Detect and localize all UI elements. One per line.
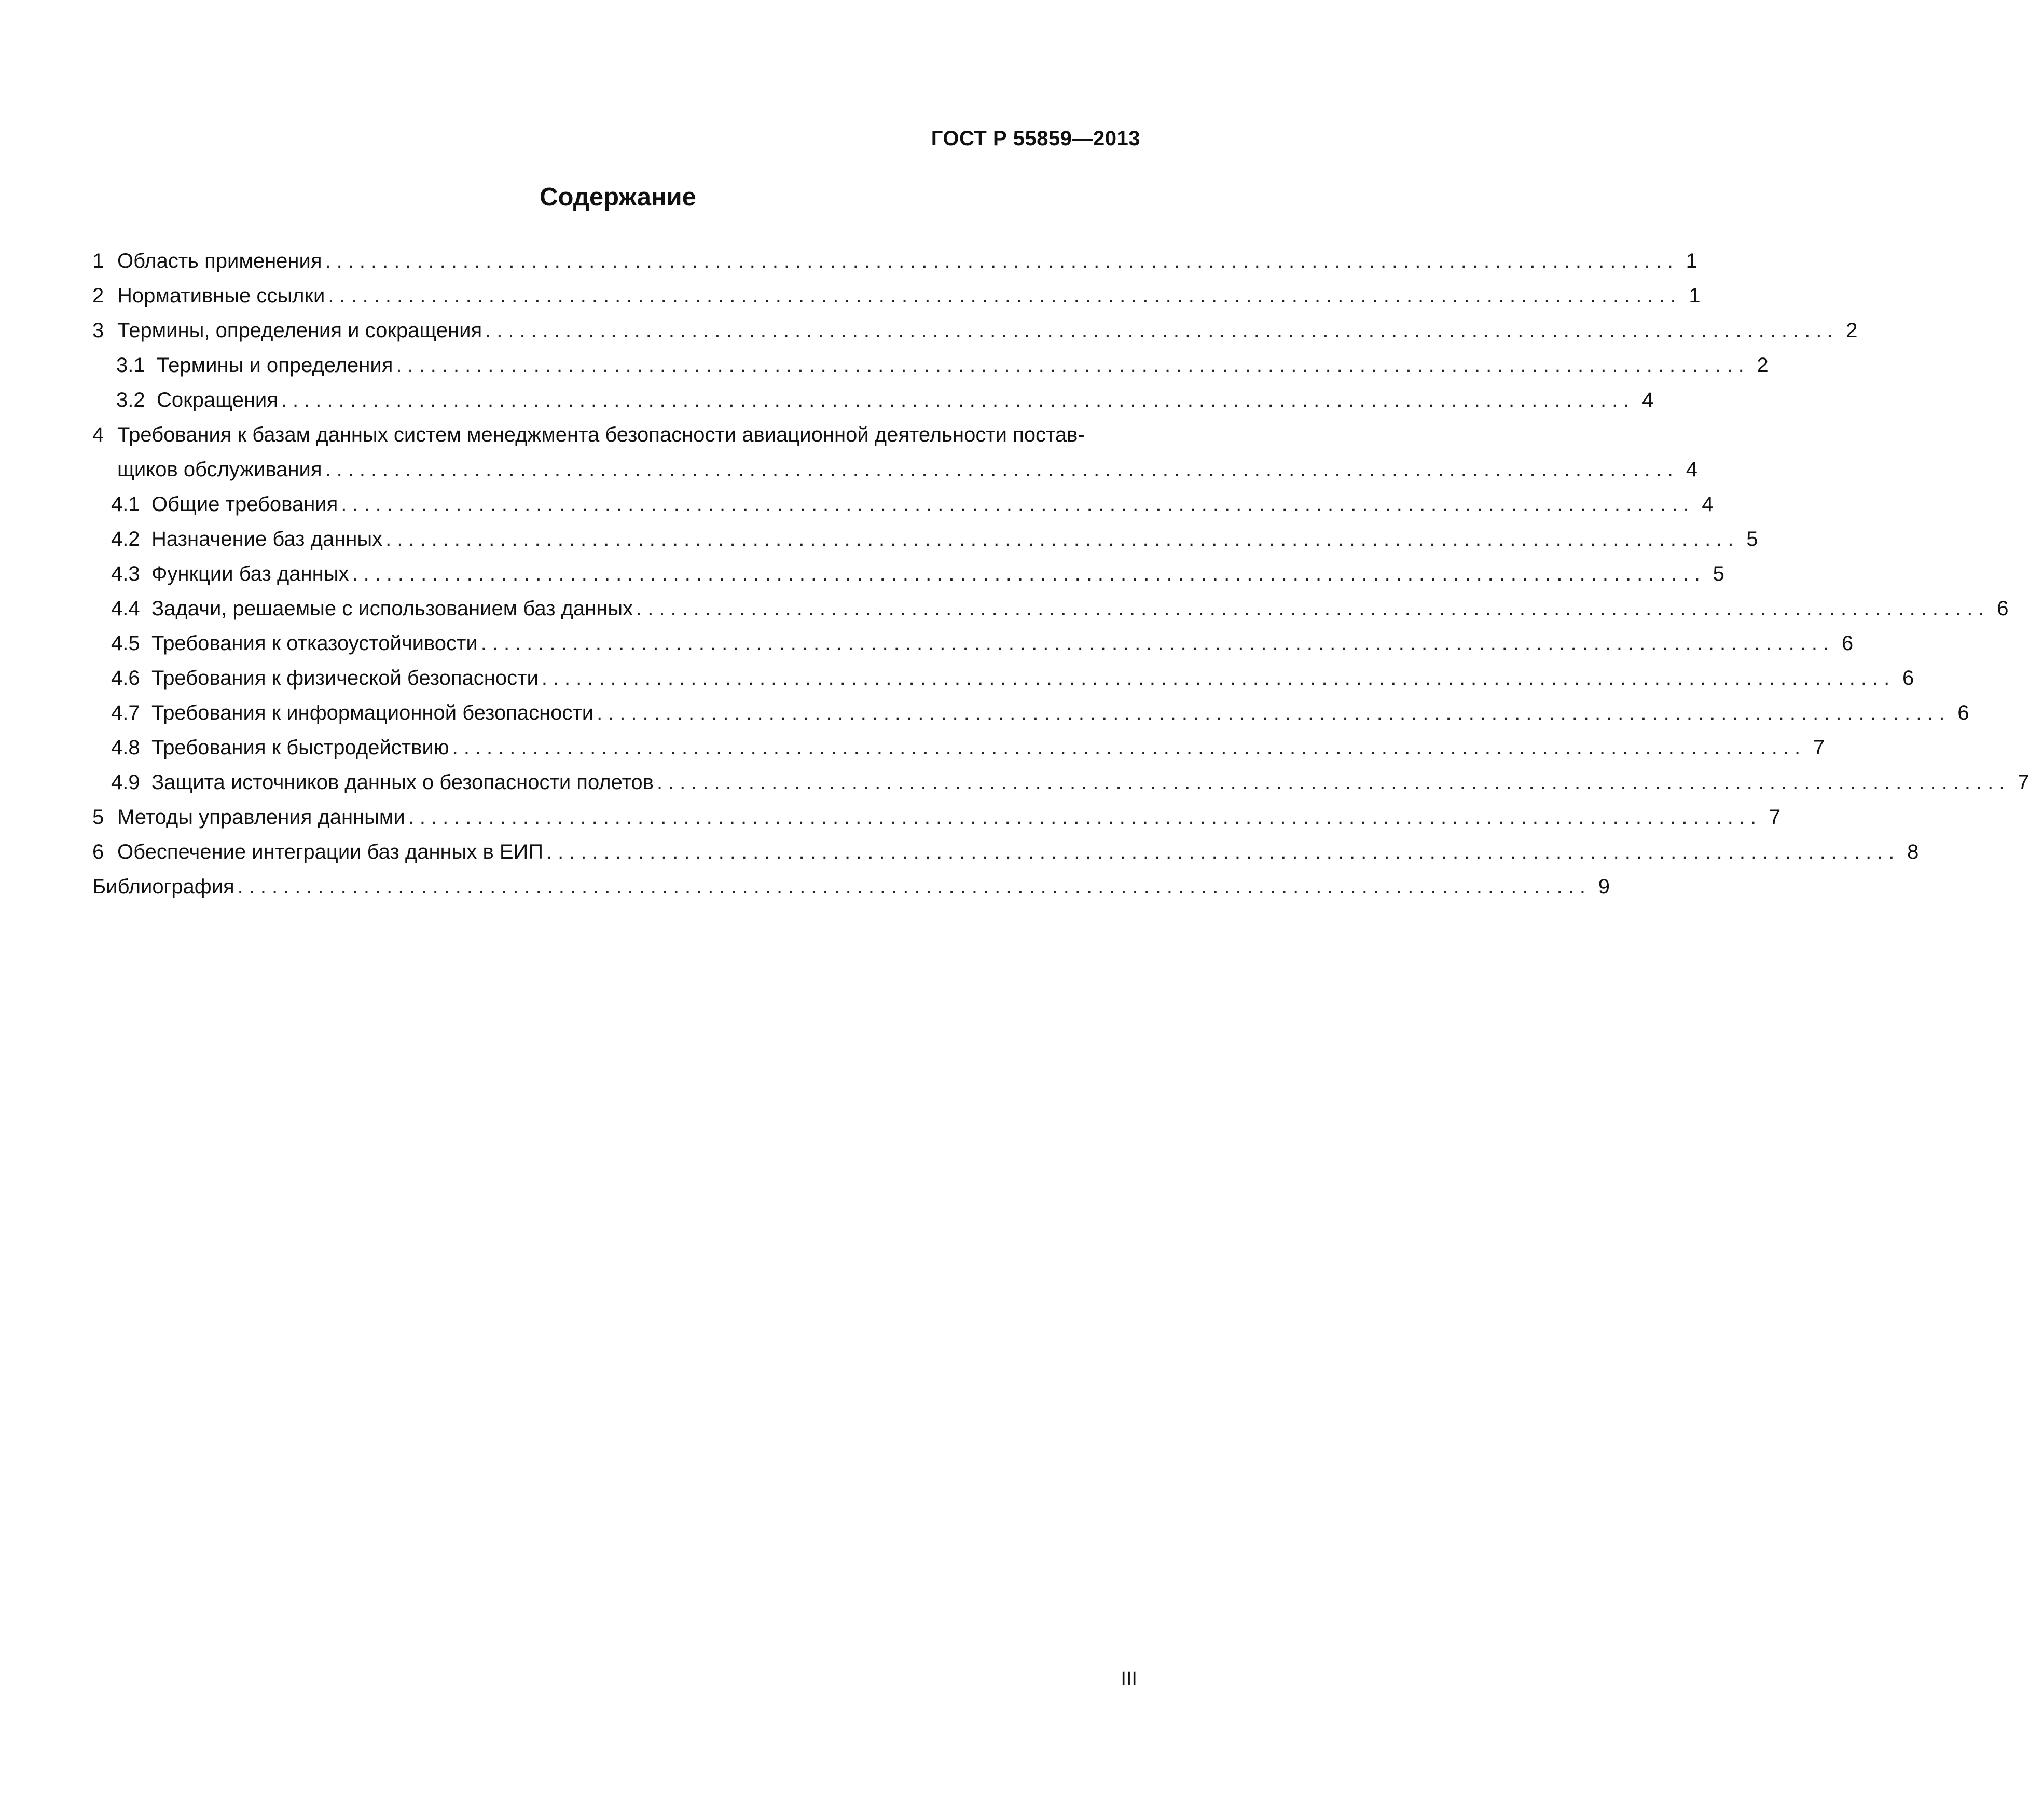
toc-entry-page: 9	[1598, 875, 1610, 898]
toc-entry-title: Требования к информационной безопасности	[151, 701, 594, 724]
toc-subentry[interactable]	[92, 765, 2029, 800]
toc-entry[interactable]	[92, 418, 1697, 487]
toc-entry-number: 5	[92, 806, 104, 829]
toc-entry-title: Общие требования	[151, 493, 338, 516]
toc-entry-page: 1	[1689, 284, 1701, 307]
toc-entry-number: 4.3	[111, 562, 140, 585]
toc-title: Содержание	[540, 183, 696, 211]
toc-entry-number: 4.9	[111, 771, 140, 794]
toc-subentry[interactable]	[92, 383, 1654, 418]
leader-dots: ......................................................................................................................	[546, 840, 1900, 863]
toc-entry-page: 6	[1997, 597, 2009, 620]
toc-entry-page: 2	[1846, 319, 1858, 342]
toc-entry[interactable]	[92, 800, 1781, 835]
leader-dots: ......................................................................................................................	[385, 528, 1740, 550]
toc-entry-number: 4.5	[111, 632, 140, 655]
toc-entry-page: 1	[1686, 250, 1697, 272]
toc-entry-number: 4.4	[111, 597, 140, 620]
leader-dots: ......................................................................................................................	[636, 597, 1990, 620]
leader-dots: ......................................................................................................................	[597, 701, 1951, 724]
toc-entry-page: 7	[2018, 771, 2029, 794]
toc-entry-page: 6	[1841, 632, 1854, 655]
leader-dots: ......................................................................................................................	[325, 458, 1679, 481]
leader-dots: ......................................................................................................................	[656, 771, 2011, 794]
toc-subentry[interactable]	[92, 626, 1854, 661]
toc-entry-page: 6	[1957, 701, 1969, 724]
toc-subentry[interactable]	[92, 730, 1825, 765]
toc-entry-title: Сокращения	[157, 389, 278, 411]
leader-dots: ......................................................................................................................	[452, 736, 1806, 759]
leader-dots: ......................................................................................................................	[480, 632, 1835, 655]
toc-entry-title: Область применения	[117, 250, 322, 272]
toc-entry-number: 4.8	[111, 736, 140, 759]
toc-entry-title: Обеспечение интеграции баз данных в ЕИП	[117, 840, 544, 863]
document-code: ГОСТ Р 55859—2013	[931, 127, 1140, 150]
toc-entry-title: Требования к отказоустойчивости	[151, 632, 478, 655]
leader-dots: ......................................................................................................................	[237, 875, 1592, 898]
toc-entry-bibliography[interactable]	[92, 870, 1610, 904]
toc-entry-page: 4	[1642, 389, 1654, 411]
toc-entry-title: Функции баз данных	[151, 562, 349, 585]
toc-entry-number: 4.1	[111, 493, 140, 516]
leader-dots: ......................................................................................................................	[485, 319, 1839, 342]
toc-entry-title: Методы управления данными	[117, 806, 405, 829]
toc-entry-number: 4	[92, 423, 104, 446]
toc-subentry[interactable]	[92, 696, 1969, 730]
leader-dots: ......................................................................................................................	[408, 806, 1762, 829]
toc-subentry[interactable]	[92, 591, 2009, 626]
leader-dots: ......................................................................................................................	[352, 562, 1706, 585]
leader-dots: ......................................................................................................................	[341, 493, 1695, 516]
toc-entry[interactable]	[92, 244, 1697, 279]
leader-dots: ......................................................................................................................	[328, 284, 1682, 307]
toc-entry-page: 6	[1902, 667, 1914, 690]
page-number: III	[1121, 1668, 1137, 1690]
toc-entry[interactable]	[92, 313, 1858, 348]
toc-entry-title: Библиография	[92, 875, 234, 898]
toc-entry-page: 5	[1746, 528, 1758, 550]
toc-subentry[interactable]	[92, 522, 1758, 557]
toc-entry-number: 1	[92, 250, 104, 272]
toc-subentry[interactable]	[92, 487, 1714, 522]
table-of-contents	[92, 244, 2029, 904]
leader-dots: ......................................................................................................................	[541, 667, 1896, 690]
toc-subentry[interactable]	[92, 661, 1914, 696]
toc-entry-number: 4.2	[111, 528, 140, 550]
toc-entry-page: 7	[1813, 736, 1825, 759]
toc-entry-title: Защита источников данных о безопасности полетов	[151, 771, 654, 794]
toc-entry-title: Термины, определения и сокращения	[117, 319, 482, 342]
toc-entry[interactable]	[92, 279, 1701, 313]
toc-entry-page: 2	[1757, 354, 1769, 377]
toc-entry-page: 7	[1769, 806, 1781, 829]
toc-entry-title: Назначение баз данных	[151, 528, 383, 550]
toc-entry-page: 5	[1713, 562, 1724, 585]
toc-entry-title-line1: Требования к базам данных систем менеджмента безопасности авиационной деятельности постав-	[117, 423, 1085, 446]
toc-entry-title: Требования к физической безопасности	[151, 667, 539, 690]
toc-entry-number: 6	[92, 840, 104, 863]
toc-entry-number: 4.6	[111, 667, 140, 690]
toc-entry[interactable]	[92, 835, 1919, 870]
toc-subentry[interactable]	[92, 557, 1724, 591]
toc-entry-title: Требования к быстродействию	[151, 736, 449, 759]
toc-subentry[interactable]	[92, 348, 1769, 383]
toc-entry-title: Термины и определения	[157, 354, 393, 377]
toc-entry-number: 4.7	[111, 701, 140, 724]
toc-entry-number: 3.1	[116, 354, 145, 377]
leader-dots: ......................................................................................................................	[325, 250, 1679, 272]
leader-dots: ......................................................................................................................	[281, 389, 1635, 411]
toc-entry-number: 3.2	[116, 389, 145, 411]
leader-dots: ......................................................................................................................	[396, 354, 1750, 377]
toc-entry-title-line2: щиков обслуживания	[117, 458, 322, 481]
toc-entry-number: 2	[92, 284, 104, 307]
toc-entry-number: 3	[92, 319, 104, 342]
toc-entry-title: Задачи, решаемые с использованием баз данных	[151, 597, 633, 620]
toc-entry-page: 8	[1907, 840, 1919, 863]
toc-entry-page: 4	[1686, 458, 1697, 481]
toc-entry-title: Нормативные ссылки	[117, 284, 325, 307]
toc-entry-page: 4	[1702, 493, 1714, 516]
